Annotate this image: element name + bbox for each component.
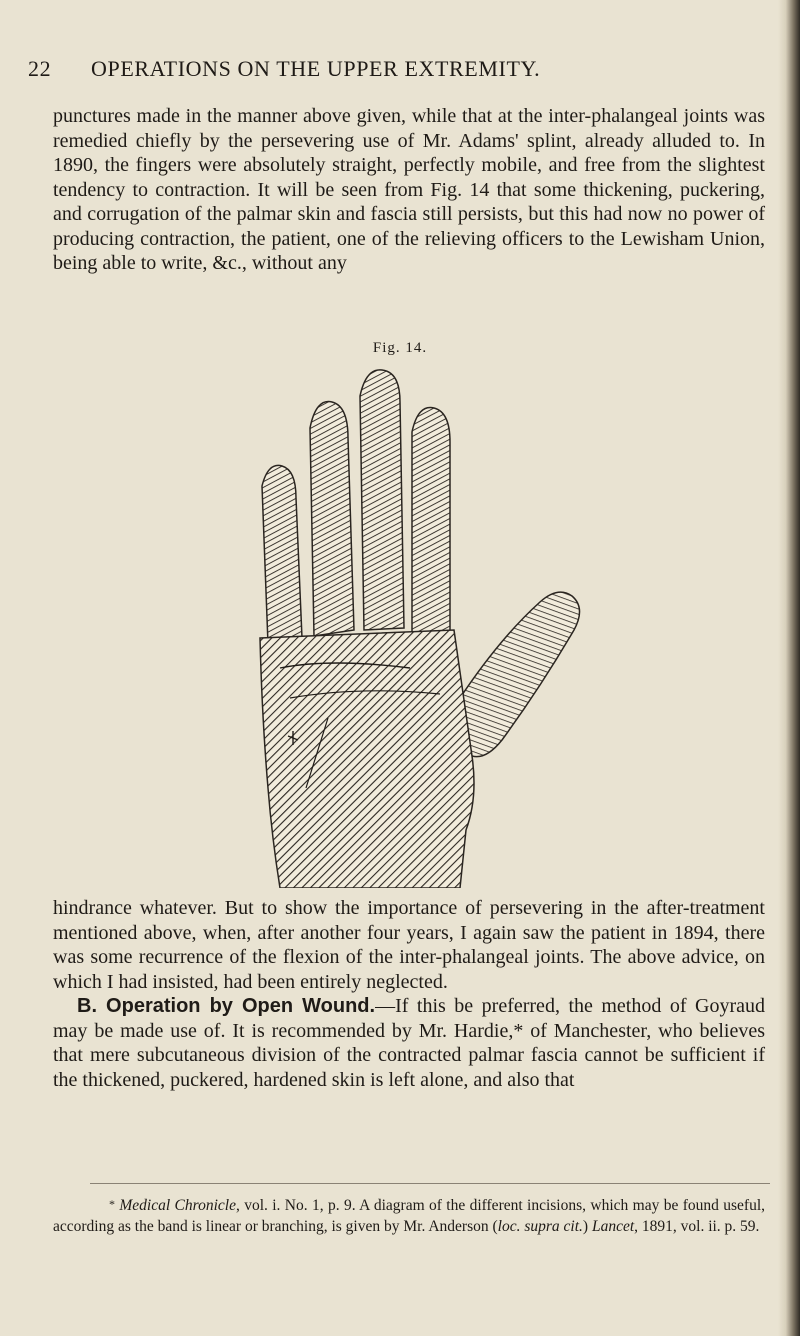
hand-engraving	[210, 368, 590, 888]
body-paragraph-1	[53, 104, 765, 276]
section-heading: B. Operation by Open Wound.	[77, 995, 376, 1017]
hand-illustration	[210, 368, 590, 888]
page-edge-shadow	[778, 0, 800, 1336]
footnote	[53, 1194, 765, 1237]
paragraph-text: hindrance whatever. But to show the importance of persevering in the after-treatment mentioned above, when, after another four years, I again saw the patient in 1894, there was some recurrence of the flexion of the inter-phalangeal joints. The above advice, on which I had insisted, had been entirely neglected.	[53, 897, 765, 993]
footnote-body-1: , vol. i. No. 1, p. 9. A diagram of the different incisions, which may be found useful, according as the band is linear or branching, is given by Mr. Anderson (	[53, 1197, 765, 1235]
paragraph-text: punctures made in the manner above given, while that at the inter-phalangeal joints was remedied chiefly by the persevering use of Mr. Adams' splint, already alluded to. In 1890, the fingers were absolutely straight, perfectly mobile, and free from the slightest tendency to contraction. It will be seen from Fig. 14 that some thickening, puckering, and corrugation of the palmar skin and fascia still persists, but this had now no power of producing contraction, the patient, one of the relieving officers to the Lewisham Union, being able to write, &c., without any	[53, 105, 765, 274]
figure-caption: Fig. 14.	[372, 340, 428, 356]
footnote-lancet: Lancet	[591, 1218, 635, 1235]
footnote-loc: loc. supra cit.	[497, 1218, 583, 1235]
section-text: —If this be preferred, the method of Goyraud may be made use of. It is recommended by Mr. Hardie,* of Manchester, who believes that mere subcutaneous division of the contracted palmar fascia cannot be sufficient if the thickened, puckered, hardened skin is left alone, and also that	[53, 995, 765, 1091]
footnote-marker: *	[109, 1197, 115, 1211]
page-header	[28, 56, 768, 86]
footnote-text	[53, 1194, 765, 1237]
footnote-body-2: )	[582, 1218, 592, 1235]
running-title: OPERATIONS ON THE UPPER EXTREMITY.	[91, 56, 541, 81]
section-paragraph	[53, 994, 765, 1092]
body-paragraph-2	[53, 896, 765, 1092]
page-number: 22	[28, 56, 52, 81]
footnote-body-3: , 1891, vol. ii. p. 59.	[634, 1218, 760, 1235]
footnote-rule	[90, 1183, 770, 1184]
footnote-source: Medical Chronicle	[119, 1197, 236, 1214]
